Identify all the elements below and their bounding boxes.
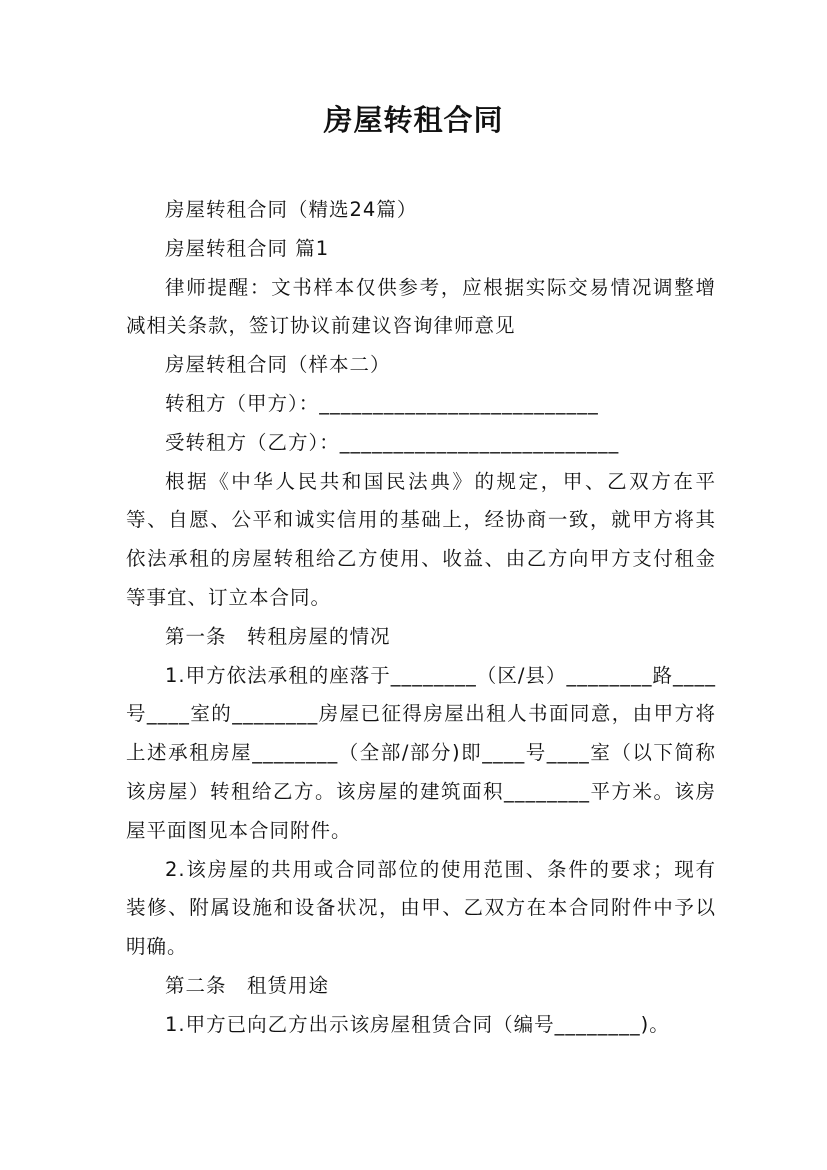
paragraph-article-2-heading: 第二条 租赁用途 [165,973,330,997]
paragraph-article-1-clause-1: 1.甲方依法承租的座落于________（区/县）________路____号____室的________房屋已征得房屋出租人书面同意，由甲方将上述承租房屋________（全部/部分)即____号____室（以下简称该房屋）转租给乙方。该房屋的建筑面积________平方米。该房屋平面图见本合同附件。 [126,663,716,842]
paragraph-sample-heading: 房屋转租合同（样本二） [165,353,391,377]
paragraph-lawyer-reminder: 律师提醒：文书样本仅供参考，应根据实际交易情况调整增减相关条款，签订协议前建议咨询律师意见 [126,275,716,338]
paragraph-article-1-clause-2: 2.该房屋的共用或合同部位的使用范围、条件的要求；现有装修、附属设施和设备状况，由甲、乙双方在本合同附件中予以明确。 [126,857,716,959]
paragraph-article-1-heading: 第一条 转租房屋的情况 [165,624,391,648]
paragraph-preamble: 根据《中华人民共和国民法典》的规定，甲、乙双方在平等、自愿、公平和诚实信用的基础上，经协商一致，就甲方将其依法承租的房屋转租给乙方使用、收益、由乙方向甲方支付租金等事宜、订立本合同。 [126,469,716,609]
paragraph-subtitle: 房屋转租合同（精选24篇） [165,198,418,221]
paragraph-party-a: 转租方（甲方）：__________________________ [165,391,599,415]
document-title: 房屋转租合同 [323,103,504,137]
paragraph-section-heading: 房屋转租合同 篇1 [165,236,330,260]
paragraph-article-2-clause-1: 1.甲方已向乙方出示该房屋租赁合同（编号________)。 [165,1012,670,1036]
document-body [126,191,716,1045]
paragraph-party-b: 受转租方（乙方）：__________________________ [165,430,620,454]
